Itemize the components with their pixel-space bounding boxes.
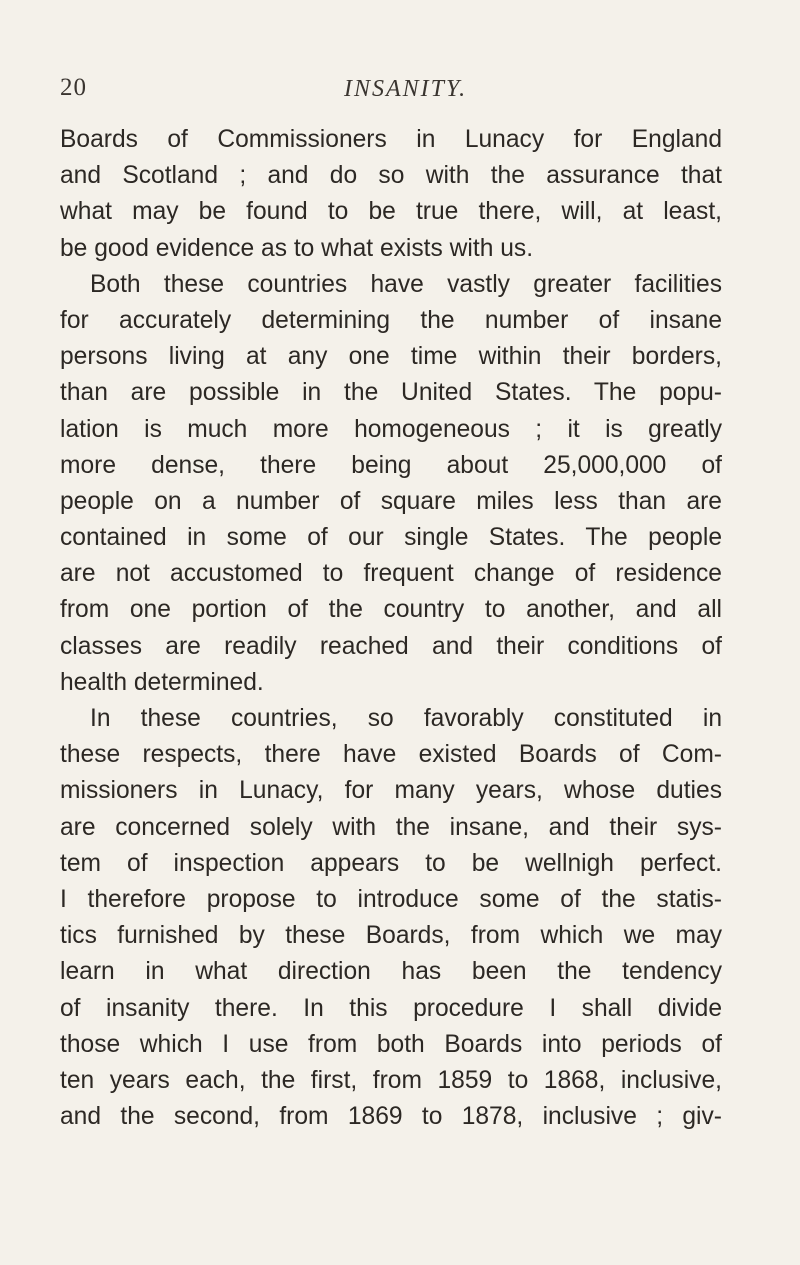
text-line: lation is much more homogeneous ; it is greatly	[60, 415, 722, 443]
paragraph-1	[60, 122, 722, 267]
text-line: and Scotland ; and do so with the assurance that	[60, 162, 722, 190]
text-line: those which I use from both Boards into periods of	[60, 1030, 722, 1058]
text-line: Both these countries have vastly greater facilities	[90, 270, 722, 298]
text-line: In these countries, so favorably constituted in	[90, 705, 722, 732]
paragraph-2	[60, 267, 722, 701]
text-line: tics furnished by these Boards, from which we may	[60, 922, 722, 950]
text-line: ten years each, the first, from 1859 to 1868, inclusive,	[60, 1066, 722, 1094]
running-head: INSANITY.	[344, 76, 468, 102]
text-line: tem of inspection appears to be wellnigh perfect.	[60, 849, 722, 877]
text-line: than are possible in the United States. The popu-	[60, 379, 722, 407]
text-line: and the second, from 1869 to 1878, inclusive ; giv-	[60, 1103, 722, 1131]
text-line: more dense, there being about 25,000,000 of	[60, 451, 722, 479]
text-line: are concerned solely with the insane, and their sys-	[60, 813, 722, 841]
text-line: be good evidence as to what exists with us.	[60, 234, 534, 262]
text-line: what may be found to be true there, will, at least,	[60, 198, 722, 226]
text-line: Boards of Commissioners in Lunacy for England	[60, 126, 722, 153]
text-line: for accurately determining the number of insane	[60, 306, 722, 334]
text-line: classes are readily reached and their conditions of	[60, 632, 722, 660]
text-line: contained in some of our single States. The people	[60, 524, 722, 552]
text-line: of insanity there. In this procedure I shall divide	[60, 994, 722, 1022]
text-line: people on a number of square miles less than are	[60, 487, 722, 515]
text-line: missioners in Lunacy, for many years, whose duties	[60, 777, 722, 805]
page-header	[60, 74, 720, 114]
paragraph-3	[60, 701, 722, 1135]
text-line: are not accustomed to frequent change of residence	[60, 560, 722, 588]
page-number: 20	[60, 74, 87, 101]
text-line: these respects, there have existed Boards of Com-	[60, 741, 722, 769]
text-line: persons living at any one time within their borders,	[60, 343, 722, 371]
text-line: I therefore propose to introduce some of the statis-	[60, 885, 722, 913]
body-text	[60, 122, 722, 1135]
text-line: learn in what direction has been the tendency	[60, 958, 722, 986]
text-line: health determined.	[60, 668, 264, 696]
text-line: from one portion of the country to another, and all	[60, 596, 722, 624]
